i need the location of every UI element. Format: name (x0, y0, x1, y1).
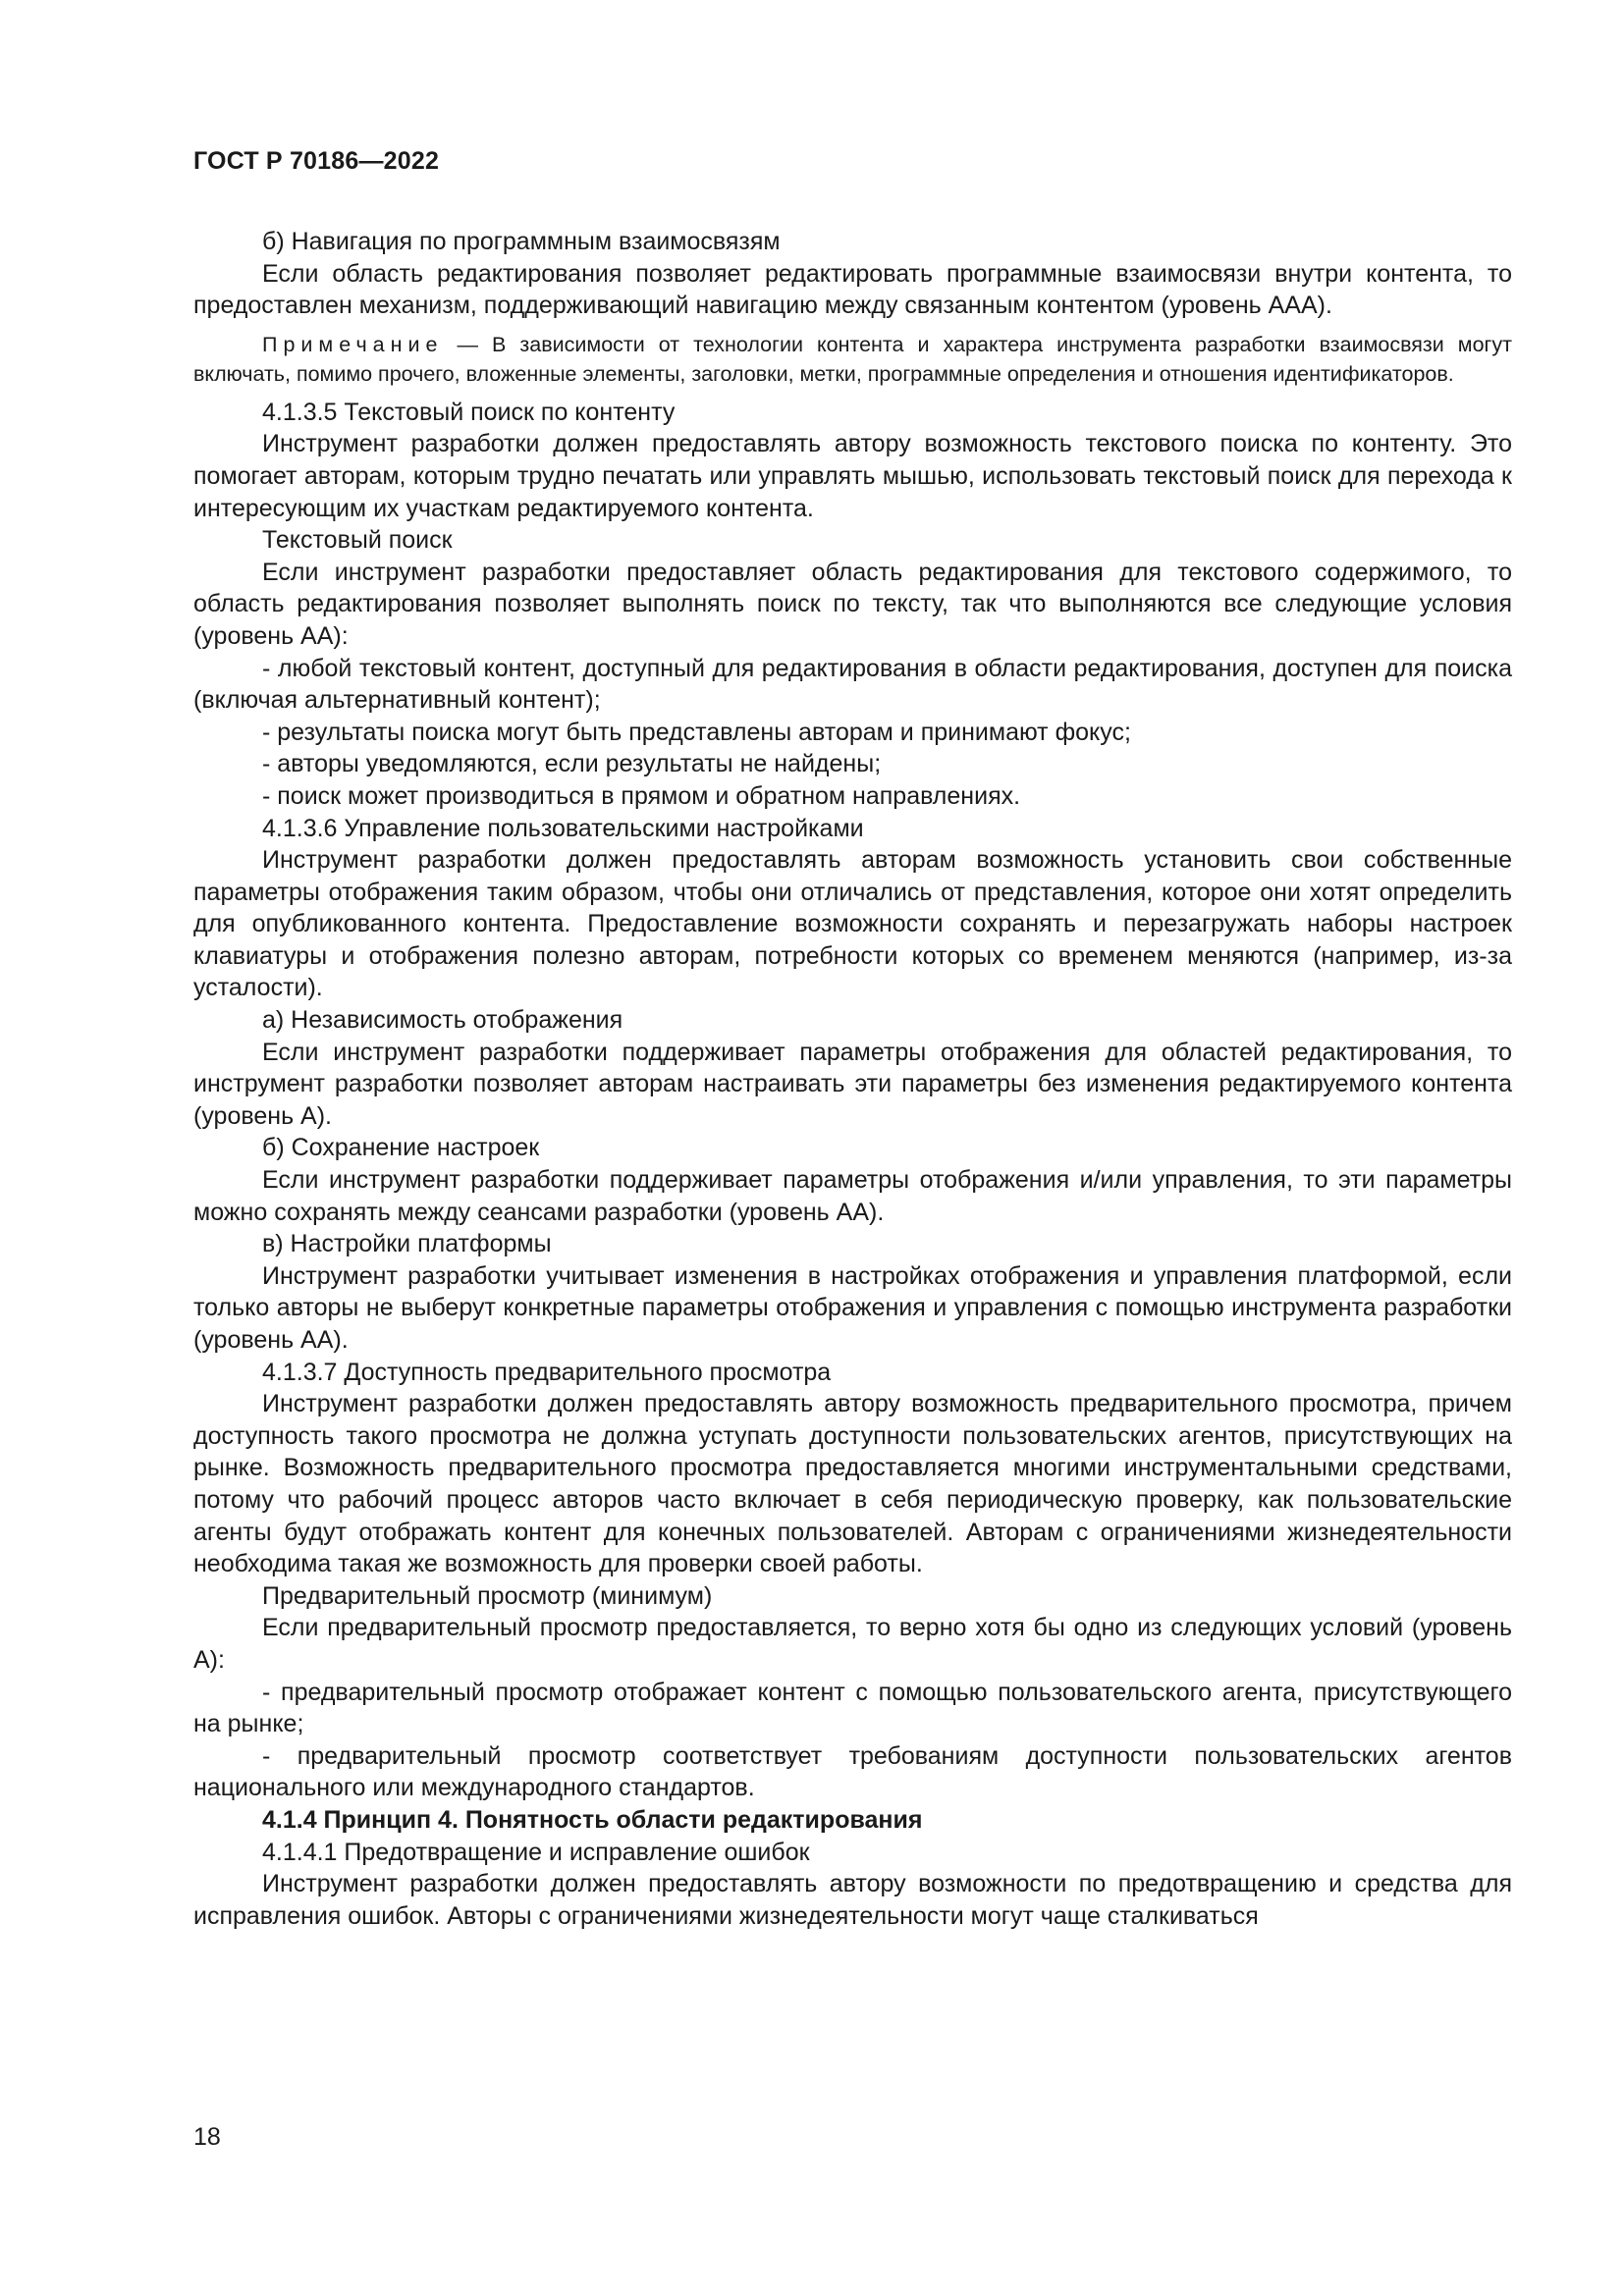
list-item: - поиск может производиться в прямом и обратном направлениях. (262, 781, 1021, 810)
section-heading: 4.1.3.5 Текстовый поиск по контенту (262, 398, 676, 426)
note (193, 330, 1512, 390)
list-item: - любой текстовый контент, доступный для редактирования в области редактирования, доступен для поиска (включая альтернативный контент); (193, 654, 1512, 715)
subheading: в) Настройки платформы (262, 1230, 552, 1258)
section-heading: 4.1.4.1 Предотвращение и исправление ошибок (262, 1838, 810, 1866)
paragraph: Инструмент разработки должен предоставлять авторам возможность установить свои собственные параметры отображения таким образом, чтобы они отличались от представления, которое они хотят определить для опубликованного контента. Предоставление возможности сохранять и перезагружать наборы настроек клавиатуры и отображения полезно авторам, потребности которых со временем меняются (например, из-за усталости). (193, 846, 1512, 1002)
document-header: ГОСТ Р 70186—2022 (193, 147, 440, 175)
list-item: - предварительный просмотр отображает контент с помощью пользовательского агента, присутствующего на рынке; (193, 1678, 1512, 1738)
list-item: - результаты поиска могут быть представлены авторам и принимают фокус; (262, 718, 1131, 746)
paragraph: Инструмент разработки должен предоставлять автору возможность предварительного просмотра, причем доступность такого просмотра не должна уступать доступности пользовательских агентов, присутствующих на рынке. Возможность предварительного просмотра предоставляется многими инструментальными средствами, потому что рабочий процесс авторов часто включает в себя периодическую проверку, как пользовательские агенты будут отображать контент для конечных пользователей. Авторам с ограничениями жизнедеятельности необходима такая же возможность для проверки своей работы. (193, 1390, 1512, 1578)
paragraph: Если инструмент разработки предоставляет область редактирования для текстового содержимого, то область редактирования позволяет выполнять поиск по тексту, так что выполняются все следующие условия (уровень АА): (193, 558, 1512, 650)
paragraph: Если область редактирования позволяет редактировать программные взаимосвязи внутри контента, то предоставлен механизм, поддерживающий навигацию между связанным контентом (уровень ААА). (193, 259, 1512, 320)
subheading: Текстовый поиск (262, 526, 453, 555)
subheading: б) Сохранение настроек (262, 1134, 540, 1162)
note-text: — В зависимости от технологии контента и характера инструмента разработки взаимосвязи могут включать, помимо прочего, вложенные элементы, заголовки, метки, программные определения и отношения идентификаторов. (193, 332, 1512, 387)
list-item: - предварительный просмотр соответствует требованиям доступности пользовательских агентов национального или международного стандартов. (193, 1741, 1512, 1802)
paragraph: Инструмент разработки должен предоставлять автору возможность текстового поиска по контенту. Это помогает авторам, которым трудно печатать или управлять мышью, использовать текстовый поиск для перехода к интересующим их участкам редактируемого контента. (193, 430, 1512, 522)
section-heading: 4.1.3.7 Доступность предварительного просмотра (262, 1358, 832, 1386)
page-body (193, 226, 1512, 1932)
subheading: б) Навигация по программным взаимосвязям (262, 228, 781, 255)
list-item: - авторы уведомляются, если результаты не найдены; (262, 750, 882, 778)
page-number: 18 (193, 2123, 221, 2151)
paragraph: Инструмент разработки учитывает изменения в настройках отображения и управления платформой, если только авторы не выберут конкретные параметры отображения и управления с помощью инструмента разработки (уровень АА). (193, 1261, 1512, 1354)
paragraph: Если предварительный просмотр предоставляется, то верно хотя бы одно из следующих условий (уровень А): (193, 1614, 1512, 1674)
paragraph: Инструмент разработки должен предоставлять автору возможности по предотвращению и средства для исправления ошибок. Авторы с ограничениями жизнедеятельности могут чаще сталкиваться (193, 1870, 1512, 1930)
subheading: а) Независимость отображения (262, 1006, 623, 1035)
note-label: Примечание (262, 332, 444, 356)
subheading: Предварительный просмотр (минимум) (262, 1581, 713, 1610)
paragraph: Если инструмент разработки поддерживает параметры отображения для областей редактирования, то инструмент разработки позволяет авторам настраивать эти параметры без изменения редактируемого контента (уровень А). (193, 1038, 1512, 1130)
paragraph: Если инструмент разработки поддерживает параметры отображения и/или управления, то эти параметры можно сохранять между сеансами разработки (уровень АА). (193, 1166, 1512, 1226)
principle-heading: 4.1.4 Принцип 4. Понятность области редактирования (262, 1805, 923, 1834)
section-heading: 4.1.3.6 Управление пользовательскими настройками (262, 814, 864, 842)
